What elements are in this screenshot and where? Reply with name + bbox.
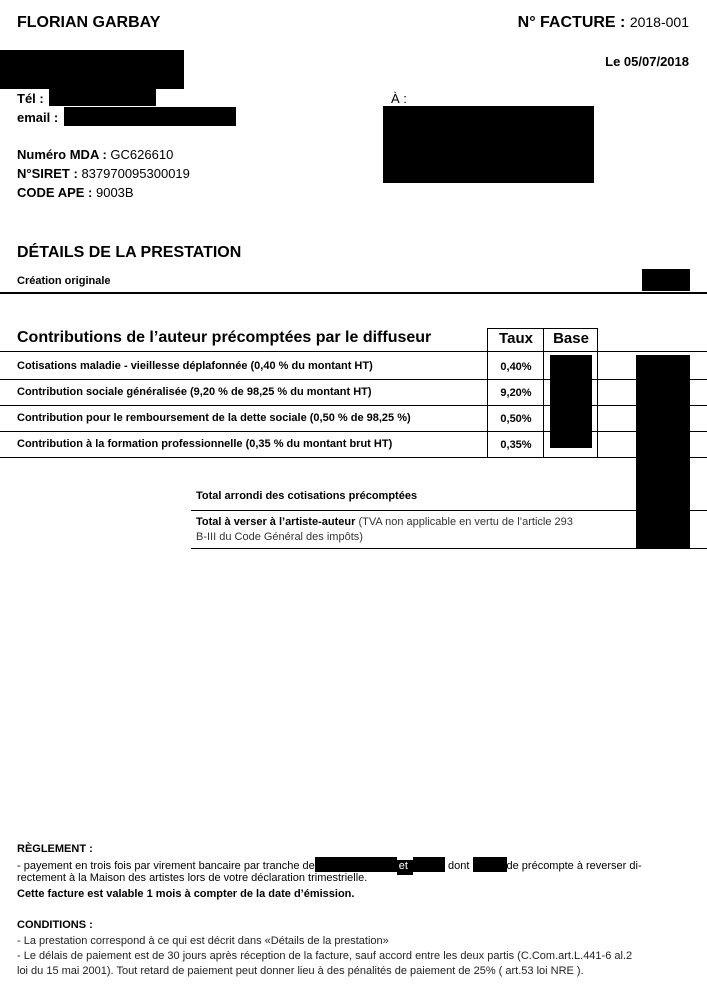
- redacted-base-column: [550, 355, 592, 448]
- ape-label: CODE APE :: [17, 185, 93, 200]
- recipient-label: À :: [391, 91, 407, 106]
- total-pay-label: Total à verser à l’artiste-auteur: [196, 516, 356, 528]
- mda-value: GC626610: [110, 147, 174, 162]
- totals-bottom-line: [191, 548, 707, 549]
- reglement-line-2: rectement à la Maison des artistes lors de votre déclaration trimestrielle.: [17, 872, 368, 884]
- row-line-4: [0, 457, 707, 458]
- tel-label: Tél :: [17, 91, 44, 106]
- contribution-row-rate: 0,40%: [500, 361, 532, 373]
- conditions-line-3: loi du 15 mai 2001). Tout retard de paiement peut donner lieu à des pénalités de paiement de 25% ( art.53 loi NRE ).: [17, 965, 584, 977]
- ape-value: 9003B: [95, 185, 134, 200]
- row-line-3: [0, 431, 707, 432]
- contribution-row-rate: 0,50%: [500, 413, 532, 425]
- redacted-email: [64, 107, 236, 126]
- invoice-number-block: [518, 14, 689, 32]
- reglement-text-2: de précompte à reverser di-: [506, 860, 642, 872]
- siret-line: [17, 166, 190, 181]
- author-name: FLORIAN GARBAY: [17, 14, 161, 31]
- redacted-tel: [49, 89, 156, 106]
- redacted-recipient: [383, 106, 594, 183]
- contribution-row-rate: 9,20%: [500, 387, 532, 399]
- redacted-installment: [315, 857, 397, 872]
- reglement-et: et: [397, 860, 413, 875]
- contribution-row-label: Cotisations maladie - vieillesse déplafonnée (0,40 % du montant HT): [17, 360, 373, 372]
- mda-label: Numéro MDA :: [17, 147, 107, 162]
- redacted-installment-2: [413, 857, 445, 872]
- reglement-title: RÈGLEMENT :: [17, 843, 93, 855]
- col-base-header: Base: [553, 330, 589, 347]
- reglement-dont: dont: [448, 860, 470, 872]
- prestation-divider: [0, 292, 707, 294]
- reglement-text: - payement en trois fois par virement bancaire par tranche de: [17, 860, 315, 872]
- redacted-prestation-amount: [642, 269, 690, 291]
- redacted-amount-column: [636, 355, 690, 548]
- ape-line: [17, 185, 134, 200]
- contribution-row-label: Contribution sociale généralisée (9,20 % de 98,25 % du montant HT): [17, 386, 372, 398]
- row-line-2: [0, 405, 707, 406]
- mda-line: [17, 147, 173, 162]
- conditions-line-2: - Le délais de paiement est de 30 jours après réception de la facture, sauf accord entre les deux partis (C.Com.art.L.441-6 al.2: [17, 950, 633, 962]
- totals-divider: [191, 510, 707, 511]
- invoice-number: 2018-001: [629, 14, 689, 30]
- contribution-row-label: Contribution pour le remboursement de la dette sociale (0,50 % de 98,25 %): [17, 412, 411, 424]
- contribution-row-rate: 0,35%: [500, 439, 532, 451]
- redacted-precompte: [473, 857, 507, 872]
- conditions-line-1: - La prestation correspond à ce qui est décrit dans «Détails de la prestation»: [17, 935, 389, 947]
- email-label: email :: [17, 110, 59, 125]
- col-rate-header: Taux: [499, 330, 533, 347]
- validity-text: Cette facture est valable 1 mois à compter de la date d’émission.: [17, 888, 355, 900]
- prestation-title: DÉTAILS DE LA PRESTATION: [17, 244, 242, 261]
- siret-value: 837970095300019: [81, 166, 190, 181]
- conditions-title: CONDITIONS :: [17, 919, 93, 931]
- invoice-label: N° FACTURE :: [517, 14, 626, 31]
- row-line-1: [0, 379, 707, 380]
- col-divider-3: [597, 328, 598, 458]
- prestation-item: Création originale: [17, 275, 111, 287]
- total-rounded-label: Total arrondi des cotisations précomptées: [196, 490, 418, 502]
- total-pay-note-2: B-III du Code Général des impôts): [196, 531, 363, 543]
- table-header-line: [0, 351, 707, 352]
- redacted-address: [0, 50, 184, 89]
- contribution-row-label: Contribution à la formation professionnelle (0,35 % du montant brut HT): [17, 438, 393, 450]
- siret-label: N°SIRET :: [17, 166, 78, 181]
- total-pay-line: [196, 516, 573, 528]
- invoice-date: Le 05/07/2018: [605, 54, 689, 69]
- contributions-title: Contributions de l’auteur précomptées par le diffuseur: [17, 329, 432, 346]
- total-pay-note: (TVA non applicable en vertu de l’article 293: [358, 516, 573, 528]
